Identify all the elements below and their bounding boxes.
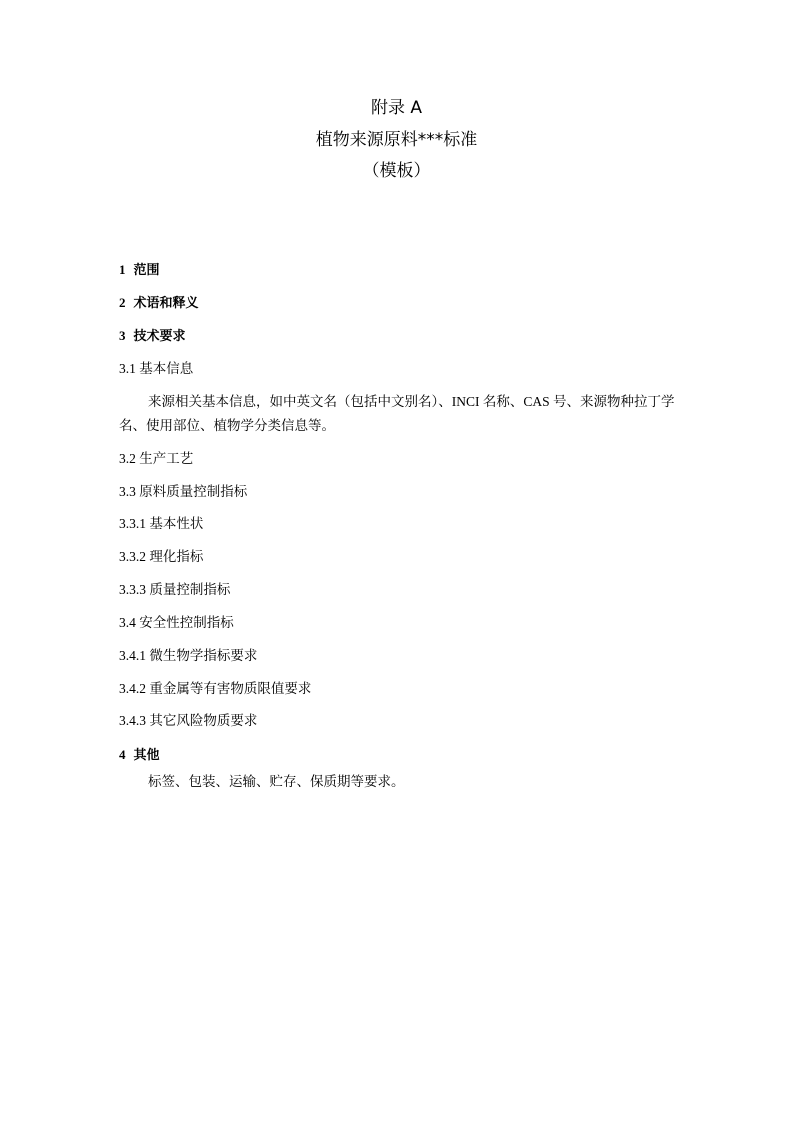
section-4-paragraph: 标签、包装、运输、贮存、保质期等要求。: [148, 774, 405, 789]
subsection-3-2-heading: 3.2 生产工艺: [119, 451, 194, 466]
document-subtitle: （模板）: [362, 161, 431, 181]
appendix-label: 附录 A: [370, 98, 423, 118]
section-label: 技术要求: [133, 329, 186, 344]
subsection-3-3-heading: 3.3 原料质量控制指标: [119, 484, 248, 499]
section-number: 4: [119, 747, 126, 762]
subsection-3-3-3-heading: 3.3.3 质量控制指标: [119, 582, 231, 597]
subsection-3-1-heading: 3.1 基本信息: [119, 361, 194, 376]
subsection-3-4-1-heading: 3.4.1 微生物学指标要求: [119, 648, 258, 663]
section-4-heading: [119, 746, 160, 765]
section-number: 1: [119, 262, 126, 277]
subsection-3-1-paragraph: 来源相关基本信息，如中英文名（包括中文别名）、INCI 名称、CAS 号、来源物种拉丁学名、使用部位、植物学分类信息等。: [119, 394, 675, 433]
section-label: 范围: [133, 263, 160, 278]
section-number: 2: [119, 295, 126, 310]
section-1-heading: [119, 261, 160, 280]
document-title: 植物来源原料***标准: [315, 130, 478, 150]
section-2-heading: [119, 294, 199, 313]
subsection-3-3-2-heading: 3.3.2 理化指标: [119, 549, 204, 564]
section-3-heading: [119, 327, 186, 346]
section-label: 术语和释义: [133, 296, 199, 311]
subsection-3-4-heading: 3.4 安全性控制指标: [119, 615, 234, 630]
subsection-3-4-2-heading: 3.4.2 重金属等有害物质限值要求: [119, 681, 312, 696]
section-number: 3: [119, 328, 126, 343]
subsection-3-3-1-heading: 3.3.1 基本性状: [119, 516, 204, 531]
section-label: 其他: [133, 748, 160, 763]
subsection-3-4-3-heading: 3.4.3 其它风险物质要求: [119, 713, 258, 728]
